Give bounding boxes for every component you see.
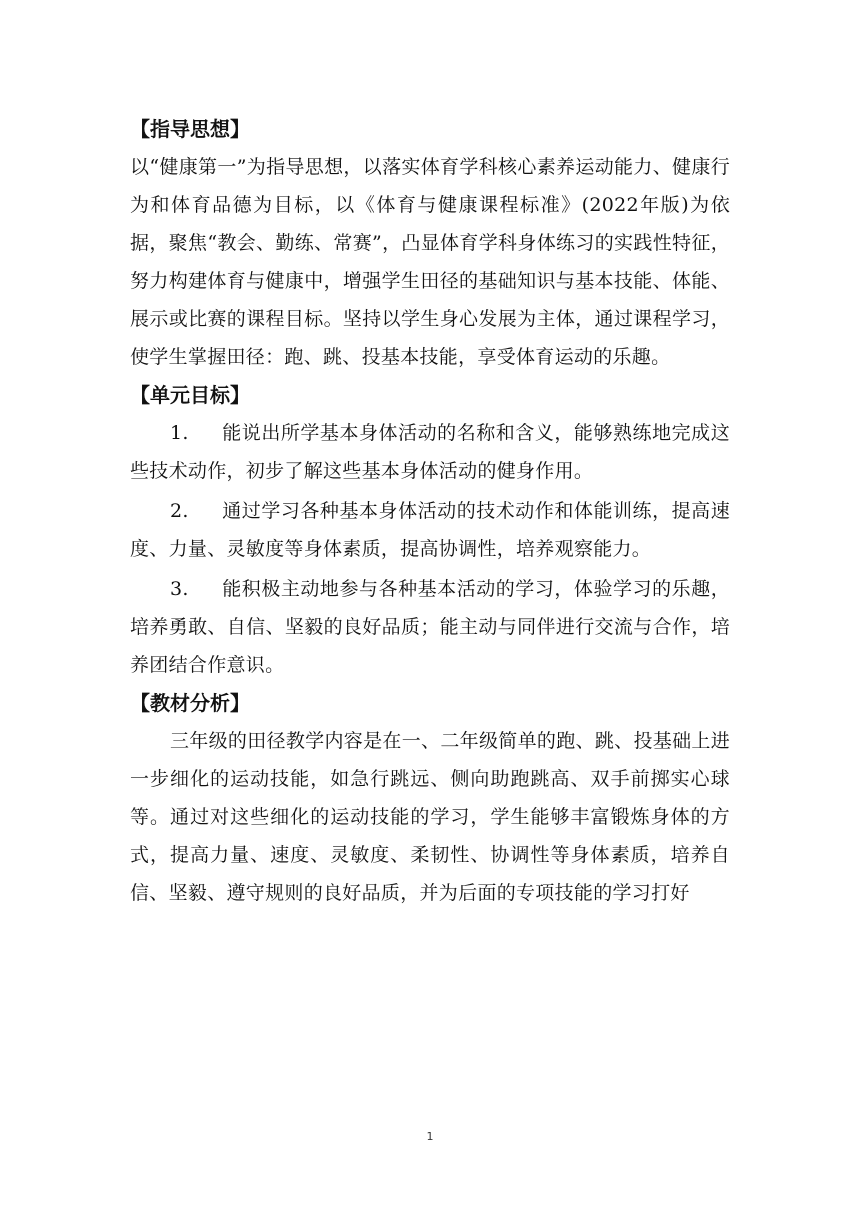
unit-goal-item	[130, 414, 730, 490]
unit-goal-item	[130, 492, 730, 568]
unit-goal-number: 2.	[170, 500, 189, 522]
page-number: 1	[426, 1130, 434, 1143]
section-heading-guiding-thought: 【指导思想】	[130, 117, 250, 141]
unit-goal-number: 1.	[170, 422, 189, 444]
unit-goal-text: 通过学习各种基本身体活动的技术动作和体能训练，提高速度、力量、灵敏度等身体素质，提高协调性，培养观察能力。	[130, 500, 730, 560]
material-analysis-paragraph: 三年级的田径教学内容是在一、二年级简单的跑、跳、投基础上进一步细化的运动技能，如急行跳远、侧向助跑跳高、双手前掷实心球等。通过对这些细化的运动技能的学习，学生能够丰富锻炼身体的方式，提高力量、速度、灵敏度、柔韧性、协调性等身体素质，培养自信、坚毅、遵守规则的良好品质，并为后面的专项技能的学习打好	[130, 730, 730, 904]
section-heading-unit-goals: 【单元目标】	[130, 383, 250, 407]
guiding-thought-paragraph: 以“健康第一”为指导思想，以落实体育学科核心素养运动能力、健康行为和体育品德为目标，以《体育与健康课程标准》(2022年版)为依据，聚焦“教会、勤练、常赛”，凸显体育学科身体练习的实践性特征，努力构建体育与健康中，增强学生田径的基础知识与基本技能、体能、展示或比赛的课程目标。坚持以学生身心发展为主体，通过课程学习，使学生掌握田径：跑、跳、投基本技能，享受体育运动的乐趣。	[130, 156, 730, 368]
unit-goal-text: 能积极主动地参与各种基本活动的学习，体验学习的乐趣，培养勇敢、自信、坚毅的良好品质；能主动与同伴进行交流与合作，培养团结合作意识。	[130, 578, 730, 676]
document-body	[130, 112, 730, 914]
unit-goal-text: 能说出所学基本身体活动的名称和含义，能够熟练地完成这些技术动作，初步了解这些基本身体活动的健身作用。	[130, 422, 730, 482]
section-heading-material-analysis: 【教材分析】	[130, 691, 250, 715]
unit-goal-item	[130, 570, 730, 684]
unit-goal-number: 3.	[170, 578, 189, 600]
